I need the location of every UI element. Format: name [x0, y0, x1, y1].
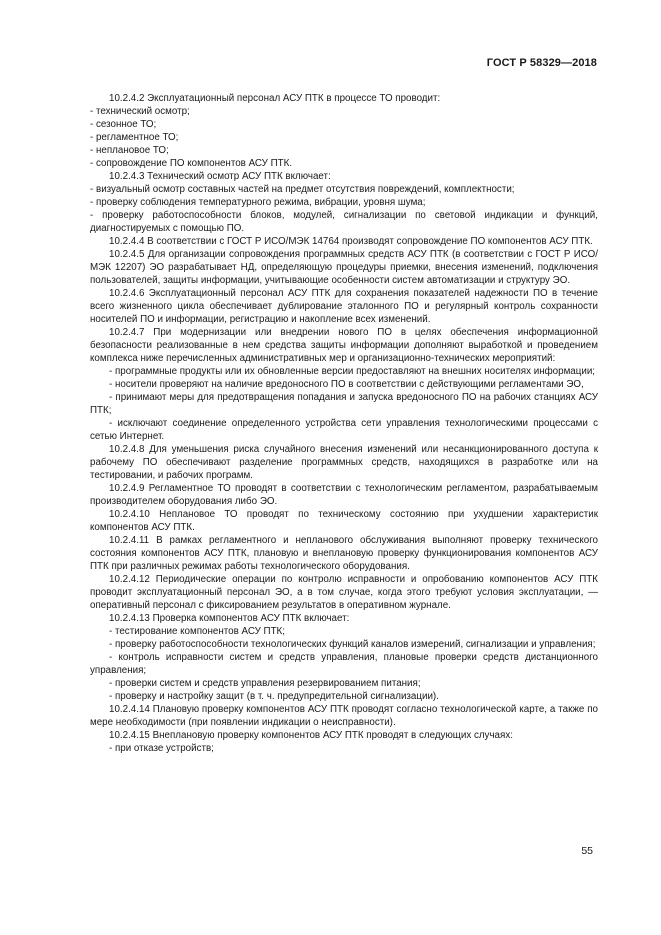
paragraph: - проверку работоспособности технологических функций каналов измерений, сигнализации и управления; — [109, 639, 596, 650]
paragraph: - технический осмотр; — [90, 106, 190, 117]
paragraph: - неплановое ТО; — [90, 145, 169, 156]
paragraph: 10.2.4.6 Эксплуатационный персонал АСУ ПТК для сохранения показателей надежности ПО в течение всего жизненного цикла обеспечивает дублирование эталонного ПО и регулярный контроль сохранности носителей ПО и информации, регистрацию и накопление всех изменений. — [90, 288, 598, 325]
paragraph: - проверку соблюдения температурного режима, вибрации, уровня шума; — [90, 197, 426, 208]
paragraph: 10.2.4.11 В рамках регламентного и непланового обслуживания выполняют проверку технического состояния компонентов АСУ ПТК, плановую и внеплановую проверку функционирования компонентов АСУ ПТК при различных режимах работы технологического оборудования. — [90, 535, 598, 572]
paragraph: - тестирование компонентов АСУ ПТК; — [109, 626, 285, 637]
paragraph: 10.2.4.10 Неплановое ТО проводят по техническому состоянию при ухудшении характеристик компонентов АСУ ПТК. — [90, 509, 598, 533]
paragraph: - визуальный осмотр составных частей на предмет отсутствия повреждений, комплектности; — [90, 184, 515, 195]
paragraph: 10.2.4.7 При модернизации или внедрении нового ПО в целях обеспечения информационной безопасности реализованные в нем средства защиты информации дополняют выработкой и проведением комплекса ниже перечисленных административных мер и организационно-технических мероприятий: — [90, 327, 598, 364]
paragraph: - сезонное ТО; — [90, 119, 157, 130]
paragraph: - сопровождение ПО компонентов АСУ ПТК. — [90, 158, 293, 169]
paragraph: 10.2.4.14 Плановую проверку компонентов АСУ ПТК проводят согласно технологической карте, а также по мере необходимости (при появлении индикации о неисправности). — [90, 704, 598, 728]
paragraph: 10.2.4.5 Для организации сопровождения программных средств АСУ ПТК (в соответствии с ГОСТ Р ИСО/МЭК 12207) ЭО разрабатывает НД, определяющую процедуры приемки, внесения изменений, подключения пользователей, защиты информации, учитывающие особенности систем автоматизации и структуру ЭО. — [90, 249, 598, 286]
paragraph: 10.2.4.4 В соответствии с ГОСТ Р ИСО/МЭК 14764 производят сопровождение ПО компонентов АСУ ПТК. — [109, 236, 593, 247]
paragraph: - исключают соединение определенного устройства сети управления технологическими процессами с сетью Интернет. — [90, 418, 598, 442]
paragraph: - программные продукты или их обновленные версии предоставляют на внешних носителях информации; — [109, 366, 596, 377]
paragraph: - при отказе устройств; — [109, 743, 214, 754]
paragraph: - регламентное ТО; — [90, 132, 179, 143]
paragraph: 10.2.4.3 Технический осмотр АСУ ПТК включает: — [109, 171, 331, 182]
page-number: 55 — [581, 845, 593, 857]
paragraph: - носители проверяют на наличие вредоносного ПО в соответствии с действующими регламентами ЭО, — [109, 379, 584, 390]
paragraph: 10.2.4.9 Регламентное ТО проводят в соответствии с технологическим регламентом, разрабатываемым производителем оборудования либо ЭО. — [90, 483, 598, 507]
paragraph: 10.2.4.8 Для уменьшения риска случайного внесения изменений или несанкционированного доступа к рабочему ПО обеспечивают разделение программных средств, находящихся в разработке или на тестировании, и рабочих программ. — [90, 444, 598, 481]
document-header: ГОСТ Р 58329—2018 — [486, 57, 597, 69]
paragraph: - проверки систем и средств управления резервированием питания; — [109, 678, 421, 689]
paragraph: 10.2.4.15 Внеплановую проверку компонентов АСУ ПТК проводят в следующих случаях: — [109, 730, 513, 741]
paragraph: - проверку работоспособности блоков, модулей, сигнализации по световой индикации и функций, диагностируемых с помощью ПО. — [90, 210, 598, 234]
paragraph: 10.2.4.2 Эксплуатационный персонал АСУ ПТК в процессе ТО проводит: — [109, 93, 441, 104]
paragraph: 10.2.4.13 Проверка компонентов АСУ ПТК включает: — [109, 613, 350, 624]
paragraph: - принимают меры для предотвращения попадания и запуска вредоносного ПО на рабочих станциях АСУ ПТК; — [90, 392, 598, 416]
paragraph: - проверку и настройку защит (в т. ч. предупредительной сигнализации). — [109, 691, 439, 702]
paragraph: - контроль исправности систем и средств управления, плановые проверки средств дистанционного управления; — [90, 652, 598, 676]
document-body — [90, 92, 598, 755]
paragraph: 10.2.4.12 Периодические операции по контролю исправности и опробованию компонентов АСУ ПТК проводит эксплуатационный персонал ЭО, а в том случае, когда этого требуют условия эксплуатации, — оперативный персонал с фиксированием результатов в оперативном журнале. — [90, 574, 598, 611]
